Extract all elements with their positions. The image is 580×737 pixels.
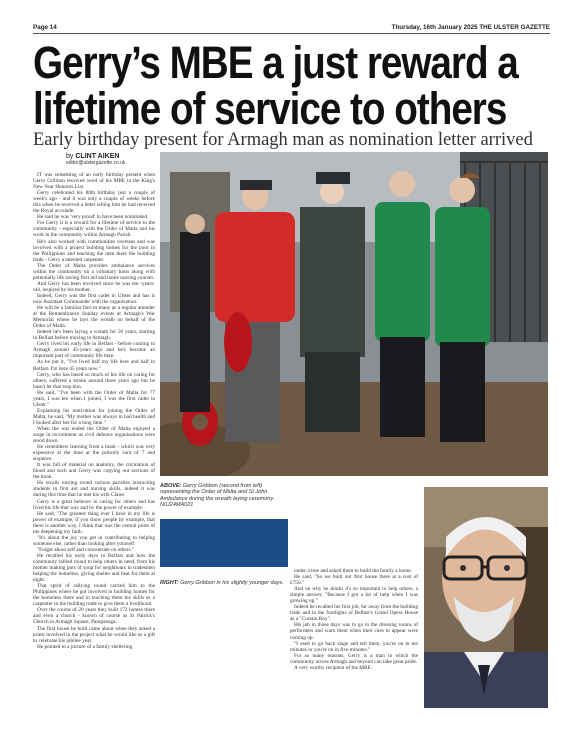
article-column-2 — [290, 568, 418, 708]
headline-line-1: Gerry’s MBE a just reward a — [33, 37, 518, 88]
paragraph: He said, "So we built our first house there at a cost of £750." — [290, 574, 418, 587]
issue-date: Thursday, 16th January 2025 THE ULSTER GAZETTE — [391, 24, 550, 31]
photo-caption-right — [160, 580, 290, 586]
paragraph: That spirit of rallying round carried him to the Philippines where he got involved in building homes for the homeless there and in teaching them his skills as a carpenter in the building trade to give them a livelihood. — [33, 583, 155, 608]
paragraph: As he put it, "I've lived half my life here and half in Belfast. I'm here 45 years now." — [33, 359, 155, 372]
advert-blue-panel — [160, 519, 288, 567]
paragraph: Explaining his motivation for joining the Order of Malta, he said, "My mother was always in bad health and I looked after her for a long time." — [33, 407, 155, 426]
paragraph: Over the course of 20 years they built 172 homes there and even a church - known of course as St Patrick's Church in Armagh Square, Pampanaga. — [33, 607, 155, 626]
paragraph: Gerry lived his early life in Belfast - before coming to Armagh around 45-years ago and he's become an important part of community life here. — [33, 341, 155, 360]
paragraph: "Forget about self and concentrate on others." — [37, 546, 135, 553]
portrait-photo — [424, 487, 548, 708]
paragraph: He's also worked with communities overseas and was involved with a project building homes for the poor in the Philippines and teaching the men there the building trade - Gerry a talented carpenter. — [33, 238, 155, 263]
paragraph: He said, "I've been with the Order of Malta for 77 years, I was ten when I joined, I was the first cadet in Ulster." — [33, 389, 155, 408]
paragraph: Gerry, who has based so much of his life on caring for others, suffered a stroke around three years ago but he hasn't let that stop him. — [33, 371, 155, 390]
headline — [33, 37, 553, 134]
page-header — [33, 22, 550, 34]
paragraph: under a tree and asked them to build the family a home. — [294, 568, 412, 574]
paragraph: He remembers learning from a book - which was very expensive at the time at the princely sum of 7 and sixpence. — [33, 444, 155, 463]
paragraph: IT was something of an early birthday present when Gerry Gribbon received word of his MBE in the King's New Year Honours List. — [33, 172, 155, 191]
paragraph: Gerry celebrated his 80th birthday just a couple of week's ago - and it was only a couple of weeks before this when he received a letter telling him he had received the Royal accolade. — [33, 190, 155, 215]
paragraph: Indeed he's been laying a wreath for 50 years, starting in Belfast before moving to Armagh. — [33, 329, 155, 342]
paragraph: "It's about the joy you get in contributing to helping someone else, rather than looking after yourself. — [33, 534, 155, 547]
paragraph: He pointed to a picture of a family sheltering — [37, 643, 133, 650]
wreath-ceremony-photo — [160, 152, 548, 476]
paragraph: He recalls touring round various parishes instructing students in first aid and nursing skills, indeed it was during this time that he met his wife Claire. — [33, 480, 155, 499]
paragraph: He will be a familiar face to many as a regular attender at the Remembrance Sunday events at Armagh's War Memorial where he lays the wreath on behalf of the Order of Malta. — [33, 305, 155, 330]
paragraph: His job in those days was to go to the dressing rooms of performers and warn them when their cues to appear were coming up. — [290, 622, 418, 641]
paragraph: He said he was 'very proud' to have been nominated. — [37, 214, 149, 221]
paragraph: And Gerry has been involved since he was ten -years-old, inspired by his mother. — [33, 280, 155, 293]
page-number: Page 14 — [33, 24, 57, 31]
paragraph: Indeed, Gerry was the first cadet in Ulster and has is now Assistant Commander with the organisation. — [33, 292, 155, 305]
paragraph: He recalled his early days in Belfast and how the community rallied round to help others in need, from his mother making pots of soup for neighbours to tradesmen helping the homeless, giving shelter and heat for them at night. — [33, 552, 155, 584]
paragraph: The Order of Malta provides ambulance services within the community on a voluntary basis along with potentially life saving first aid and home nursing courses. — [33, 262, 155, 281]
paragraph: The first house he built came about when they asked a priest involved in the project what he would like as a gift to celebrate his jubilee year. — [33, 625, 155, 644]
paragraph: Indeed he recalled his first job, far away from the building trade and in the footlights of Belfast's Grand Opera House as a "Curtain Boy". — [290, 604, 418, 623]
paragraph: For Gerry it is a reward for a lifetime of service to the community - especially with the Order of Malta and his work in the community within Armagh Parish. — [33, 220, 155, 239]
byline-email[interactable]: editor@ulstergazette.co.uk — [66, 160, 126, 166]
headline-line-2: lifetime of service to others — [33, 83, 507, 134]
paragraph: A very worthy recipient of the MBE. — [294, 664, 373, 671]
paragraph: And on why he thinks it's so important to help others, a simple answer, "Because I got a lot of help when I was growing up." — [290, 586, 418, 605]
paragraph: Gerry is a great believer in caring for others and has lived his life that way and by the power of example. — [33, 498, 155, 511]
paragraph: When the war ended the Order of Malta enjoyed a surge in recruitment as civil defence organisations were stood down. — [33, 425, 155, 445]
caption-text-above: Gerry Gribbon (second from left) representing the Order of Malta and St John Ambulance during the wreath laying ceremony. N0J24MA021 — [160, 483, 275, 509]
paragraph: He said, "The greatest thing ever I have in my life is power of example, if you show people by example, that there is another way. I think that was the central point of me deepening my faith. — [33, 510, 155, 535]
article-column-1 — [33, 172, 155, 710]
caption-label-right: RIGHT: — [160, 580, 179, 586]
caption-label-above: ABOVE: — [160, 483, 182, 489]
paragraph: "I used to go back stage and tell them, you're on in ten minutes or you're on in five minutes." — [290, 640, 418, 653]
byline — [66, 153, 126, 166]
photo-caption-above — [160, 483, 290, 509]
subheadline: Early birthday present for Armagh man as nomination letter arrived — [33, 130, 533, 150]
wreath-ceremony-illustration — [160, 152, 548, 476]
paragraph: For so many reasons, Gerry is a man in which the community across Armagh and beyond can take great pride. — [290, 652, 418, 665]
paragraph: It was full of material on anatomy, the circulation of blood and such and Gerry was copying out sections of the book. — [33, 462, 155, 481]
byline-author: CLINT AIKEN — [75, 153, 120, 160]
byline-prefix: by — [66, 153, 74, 160]
portrait-illustration — [424, 487, 548, 708]
caption-text-right: Gerry Gribbon in his slightly younger days. — [180, 580, 284, 586]
